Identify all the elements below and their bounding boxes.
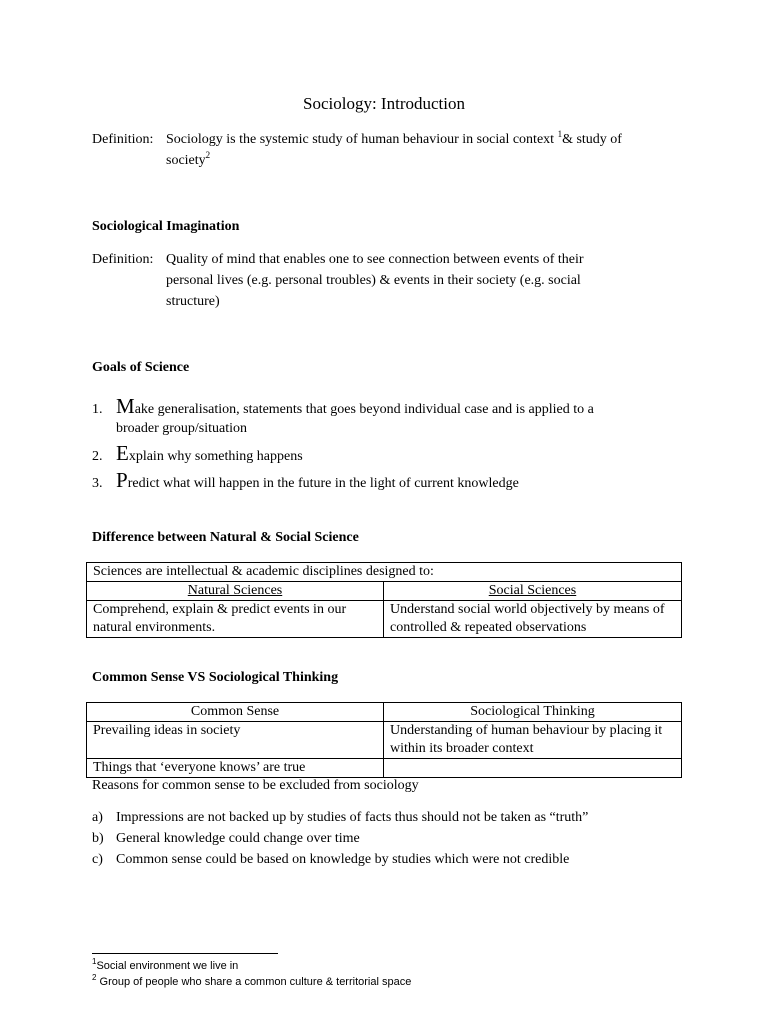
- footnote-ref-2: 2: [205, 150, 211, 160]
- goal-item-continuation: broader group/situation: [116, 421, 248, 436]
- section-heading-goals: Goals of Science: [92, 360, 190, 375]
- imagination-line2: personal lives (e.g. personal troubles) & events in their society (e.g. social: [166, 273, 581, 288]
- section-heading-difference: Difference between Natural & Social Science: [92, 530, 359, 545]
- table-cell: Comprehend, explain & predict events in our natural environments.: [87, 601, 384, 638]
- table-cell: [384, 759, 682, 778]
- page-title: Sociology: Introduction: [303, 94, 465, 113]
- table-cell: Things that ‘everyone knows’ are true: [87, 759, 384, 778]
- footnote-2: $^2$ Group of people who share a common culture & territorial space: [92, 973, 412, 988]
- goal-item: 1. Make generalisation, statements that goes beyond individual case and is applied to a: [92, 394, 594, 418]
- definition-text-line2: society$^2$: [166, 150, 211, 168]
- table-cell: Understand social world objectively by means of controlled & repeated observations: [384, 601, 682, 638]
- section-heading-imagination: Sociological Imagination: [92, 219, 240, 234]
- reason-item: c) Common sense could be based on knowledge by studies which were not credible: [92, 852, 570, 867]
- table-header-sociological-thinking: Sociological Thinking: [384, 703, 682, 722]
- footnote-divider: [92, 953, 278, 954]
- goal-item: 2. Explain why something happens: [92, 441, 303, 465]
- imagination-label: Definition:: [92, 252, 154, 267]
- table-header-natural: Natural Sciences: [87, 582, 384, 601]
- table-cell: Understanding of human behaviour by placing it within its broader context: [384, 722, 682, 759]
- imagination-line3: structure): [166, 294, 220, 309]
- table-cell: Prevailing ideas in society: [87, 722, 384, 759]
- goal-item: 3. Predict what will happen in the future in the light of current knowledge: [92, 468, 519, 492]
- reasons-intro: Reasons for common sense to be excluded from sociology: [92, 778, 419, 793]
- common-sense-table: [86, 702, 682, 778]
- table-header-social: Social Sciences: [384, 582, 682, 601]
- footnote-1: $^1$Social environment we live in: [92, 957, 239, 972]
- section-heading-common-sense: Common Sense VS Sociological Thinking: [92, 670, 339, 685]
- table-header-common-sense: Common Sense: [87, 703, 384, 722]
- table-intro-cell: Sciences are intellectual & academic disciplines designed to:: [87, 563, 682, 582]
- footnote-ref-1: 1: [557, 129, 563, 139]
- reason-item: a) Impressions are not backed up by studies of facts thus should not be taken as “truth”: [92, 810, 589, 825]
- science-comparison-table: [86, 562, 682, 638]
- imagination-line1: Quality of mind that enables one to see connection between events of their: [166, 252, 584, 267]
- reason-item: b) General knowledge could change over time: [92, 831, 360, 846]
- definition-label: Definition:: [92, 132, 154, 147]
- definition-text-line1: Sociology is the systemic study of human behaviour in social context $^1$& study of: [166, 129, 622, 147]
